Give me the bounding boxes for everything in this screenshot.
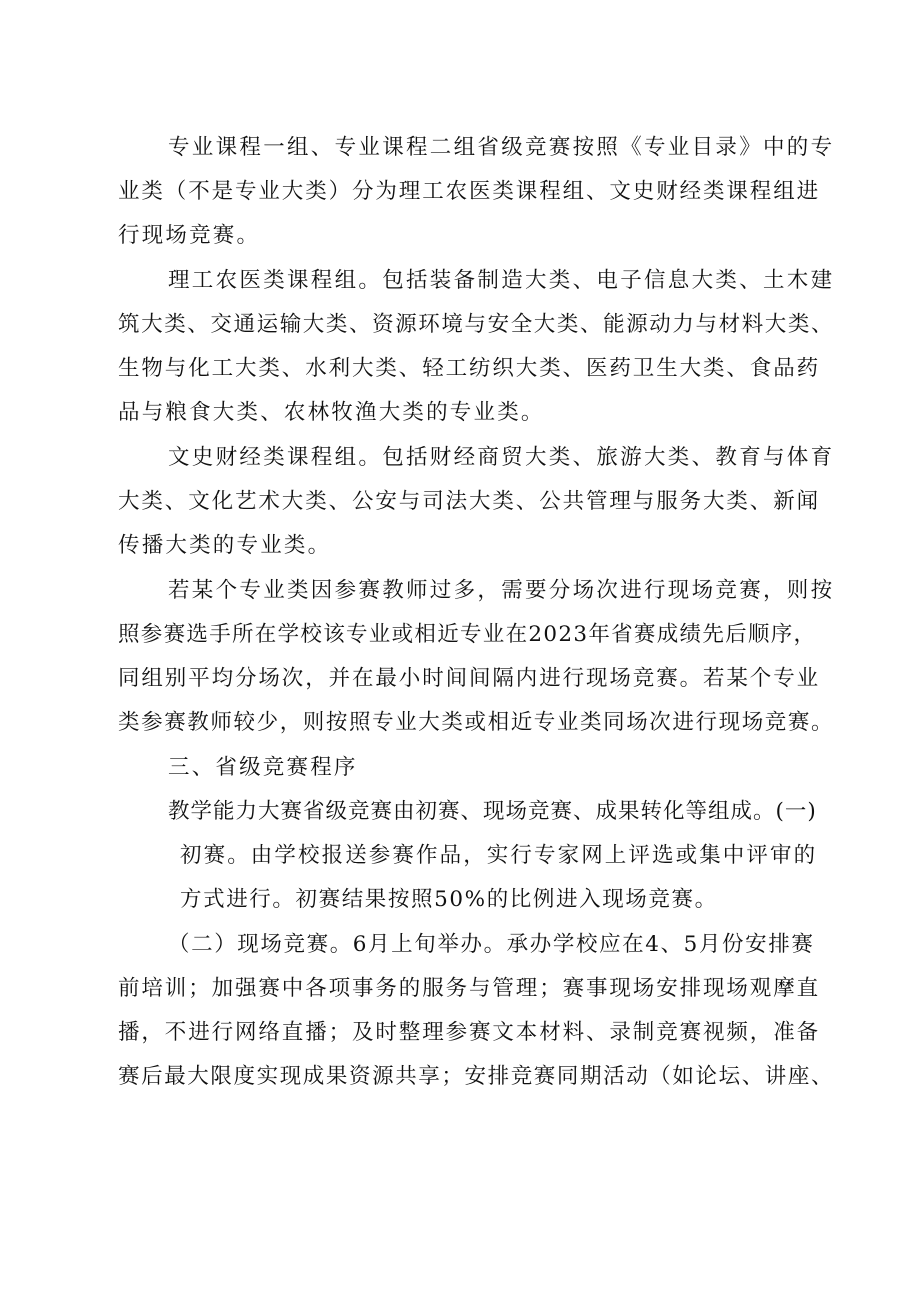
paragraph-4-line-2: 照参赛选手所在学校该专业或相近专业在2023年省赛成绩先后顺序， — [118, 622, 817, 647]
paragraph-4-line-1: 若某个专业类因参赛教师过多，需要分场次进行现场竞赛，则按 — [168, 578, 835, 603]
paragraph-2-line-2: 筑大类、交通运输大类、资源环境与安全大类、能源动力与材料大类、 — [118, 312, 835, 337]
paragraph-3-line-3: 传播大类的专业类。 — [118, 533, 332, 558]
paragraph-6-line-1: （二）现场竞赛。6月上旬举办。承办学校应在4、5月份安排赛 — [168, 932, 815, 957]
paragraph-2-line-4: 品与粮食大类、农林牧渔大类的专业类。 — [118, 400, 545, 425]
paragraph-1-line-2: 业类（不是专业大类）分为理工农医类课程组、文史财经类课程组进 — [118, 179, 821, 204]
paragraph-1-line-1: 专业课程一组、专业课程二组省级竞赛按照《专业目录》中的专 — [168, 135, 835, 160]
paragraph-6-line-3: 播，不进行网络直播；及时整理参赛文本材料、录制竞赛视频，准备 — [118, 1020, 821, 1045]
paragraph-6-line-2: 前培训；加强赛中各项事务的服务与管理；赛事现场安排现场观摩直 — [118, 976, 821, 1001]
paragraph-1-line-3: 行现场竞赛。 — [118, 223, 261, 248]
paragraph-4-line-4: 类参赛教师较少，则按照专业大类或相近专业类同场次进行现场竞赛。 — [118, 710, 835, 735]
paragraph-6-line-4: 赛后最大限度实现成果资源共享；安排竞赛同期活动（如论坛、讲座、 — [118, 1064, 835, 1089]
paragraph-5-line-2: 初赛。由学校报送参赛作品，实行专家网上评选或集中评审的 — [180, 843, 818, 868]
paragraph-5-line-1: 教学能力大赛省级竞赛由初赛、现场竞赛、成果转化等组成。(一) — [168, 799, 817, 824]
paragraph-2-line-3: 生物与化工大类、水利大类、轻工纺织大类、医药卫生大类、食品药 — [118, 356, 821, 381]
paragraph-4-line-3: 同组别平均分场次，并在最小时间间隔内进行现场竞赛。若某个专业 — [118, 666, 821, 691]
paragraph-5-line-3: 方式进行。初赛结果按照50%的比例进入现场竞赛。 — [180, 887, 718, 912]
paragraph-3-line-1: 文史财经类课程组。包括财经商贸大类、旅游大类、教育与体育 — [168, 445, 835, 470]
paragraph-3-line-2: 大类、文化艺术大类、公安与司法大类、公共管理与服务大类、新闻 — [118, 489, 821, 514]
section-heading: 三、省级竞赛程序 — [168, 755, 358, 780]
paragraph-2-line-1: 理工农医类课程组。包括装备制造大类、电子信息大类、土木建 — [168, 268, 835, 293]
